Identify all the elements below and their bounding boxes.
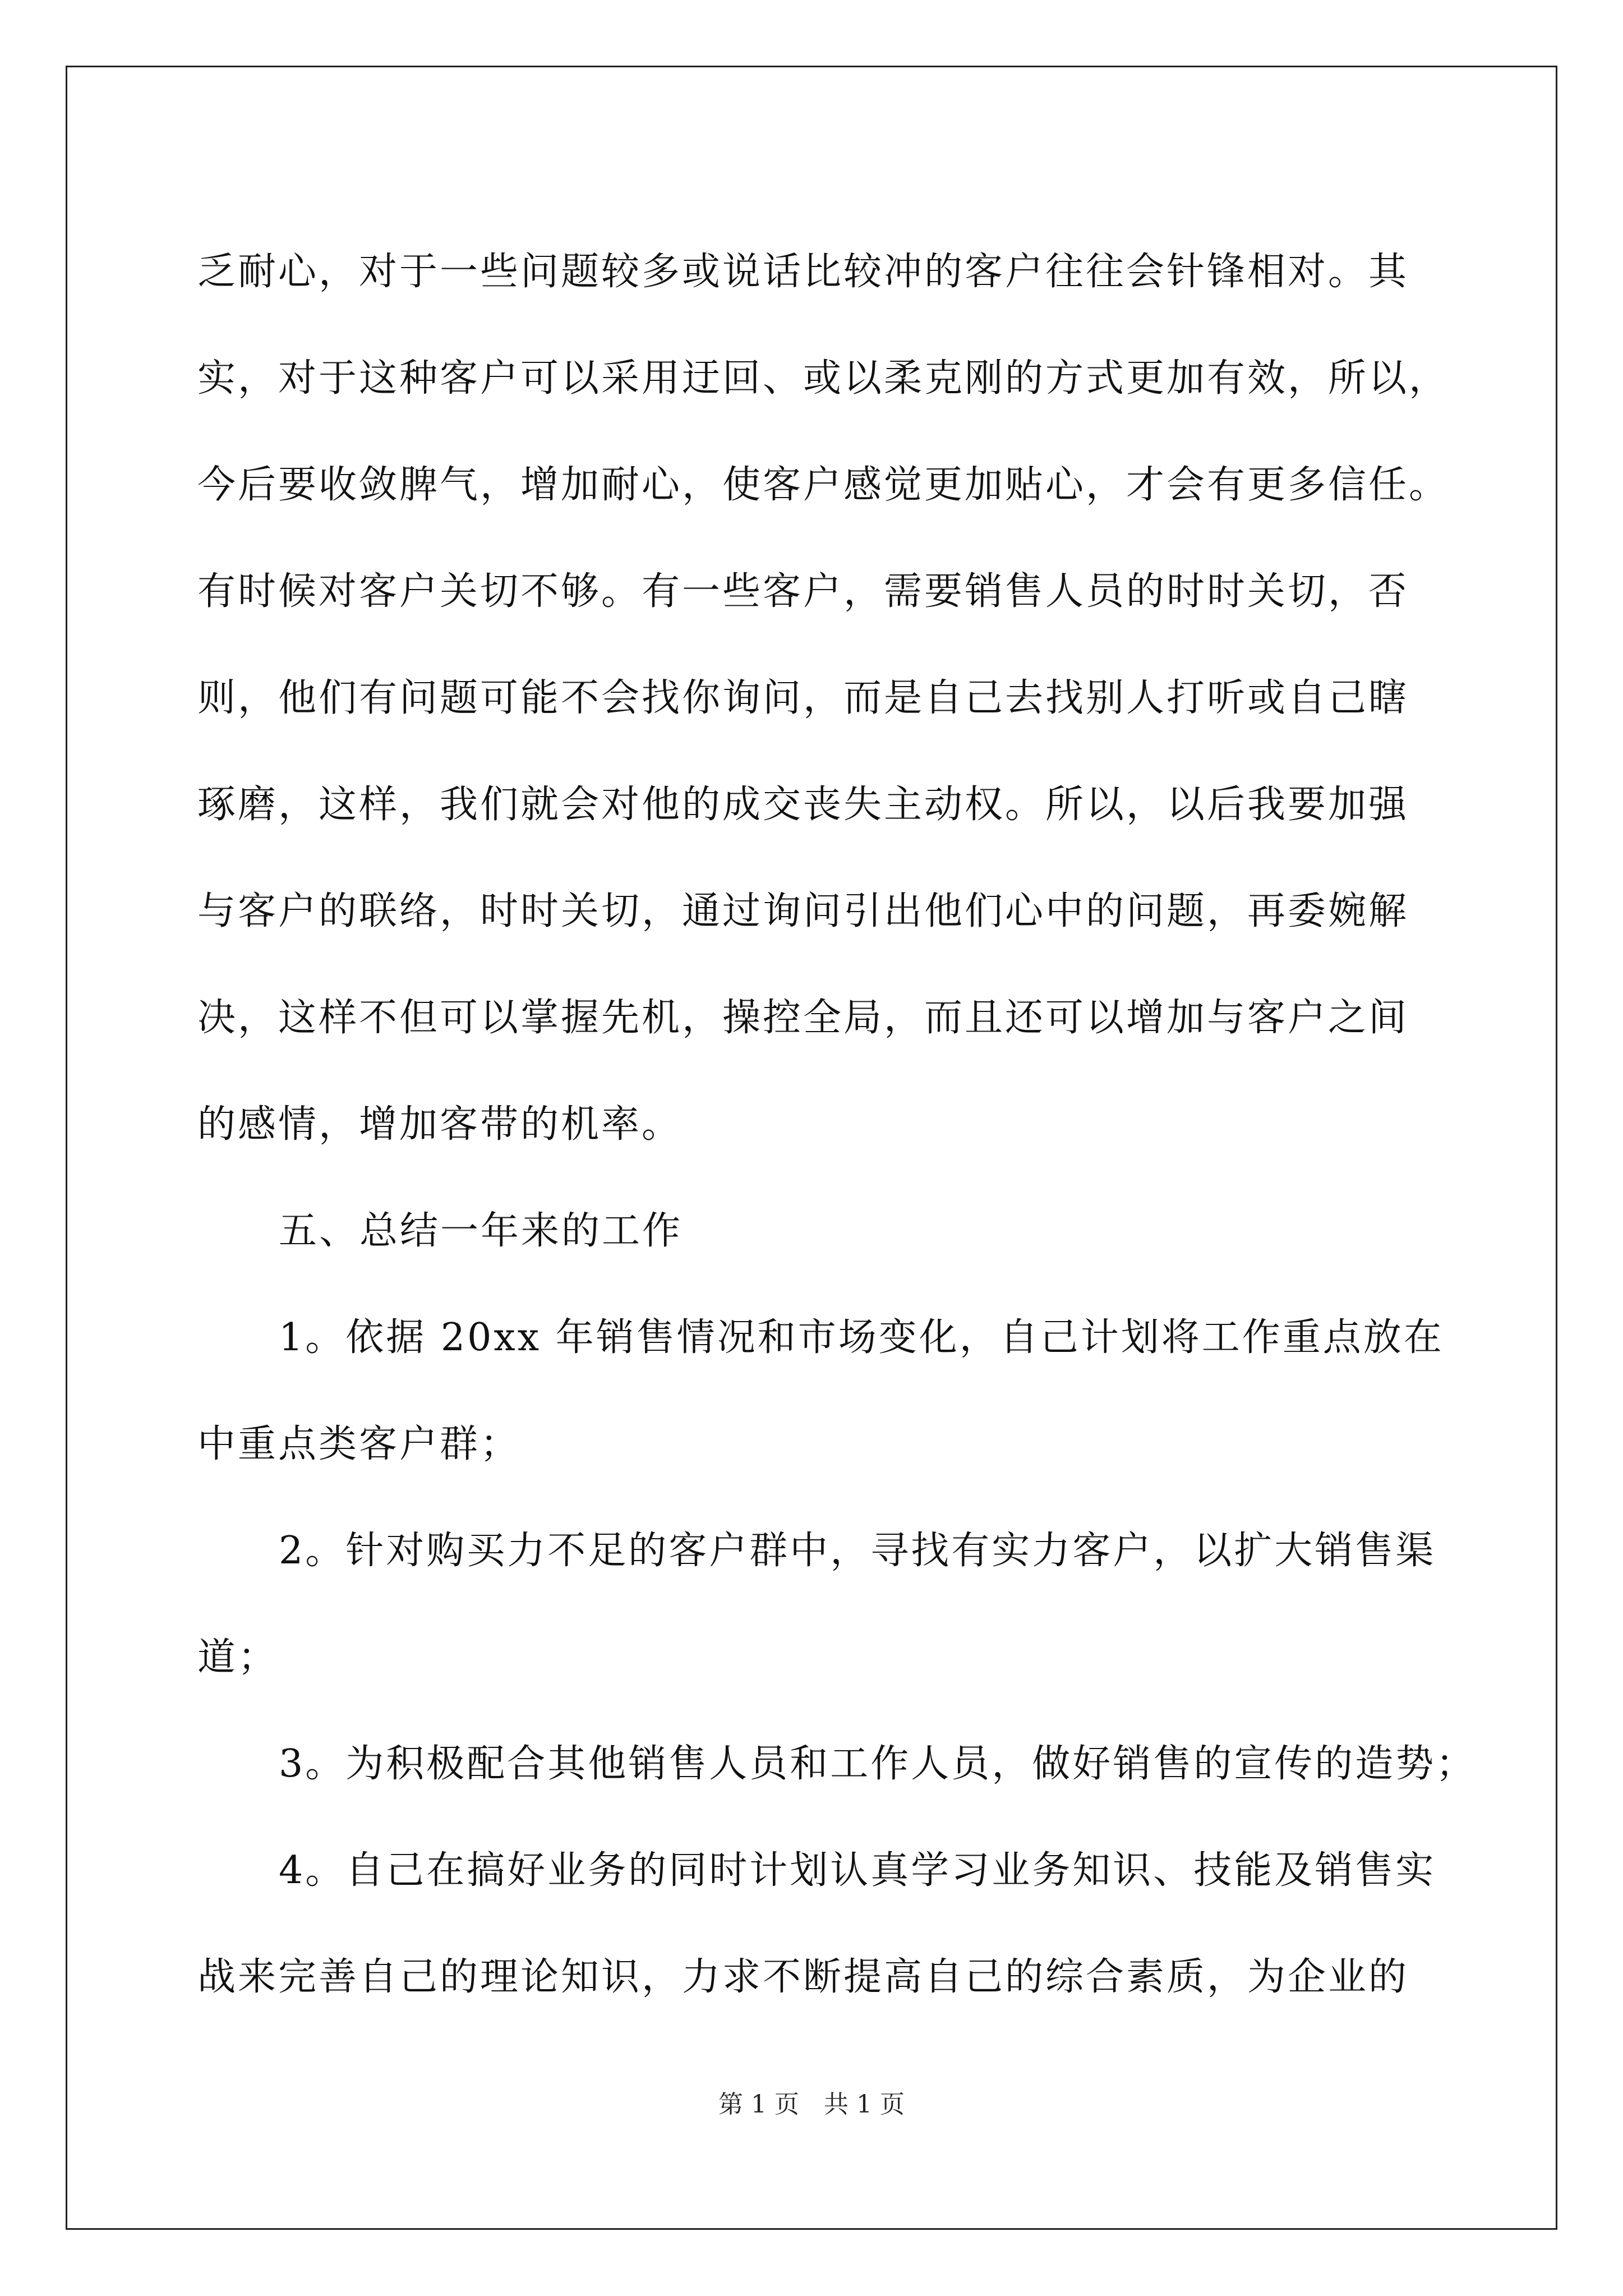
list-item-4: 4。自己在搞好业务的同时计划认真学习业务知识、技能及销售实: [279, 1848, 1436, 1893]
section-heading: 五、总结一年来的工作: [279, 1209, 683, 1253]
text-line: 的感情，增加客带的机率。: [197, 1102, 683, 1147]
text-line: 中重点类客户群；: [197, 1422, 521, 1466]
list-item-1: 1。依据 20xx 年销售情况和市场变化，自己计划将工作重点放在: [279, 1315, 1444, 1360]
text-line: 琢磨，这样，我们就会对他的成交丧失主动权。所以，以后我要加强: [197, 783, 1409, 827]
text-line: 今后要收敛脾气，增加耐心，使客户感觉更加贴心，才会有更多信任。: [197, 463, 1450, 507]
text-line: 道；: [197, 1635, 279, 1680]
text-line: 有时候对客户关切不够。有一些客户，需要销售人员的时时关切，否: [197, 569, 1409, 614]
text-line: 则，他们有问题可能不会找你询问，而是自己去找别人打听或自己瞎: [197, 676, 1409, 720]
text-line: 战来完善自己的理论知识，力求不断提高自己的综合素质，为企业的: [197, 1955, 1409, 1999]
list-item-3: 3。为积极配合其他销售人员和工作人员，做好销售的宣传的造势；: [279, 1742, 1477, 1786]
text-line: 决，这样不但可以掌握先机，操控全局，而且还可以增加与客户之间: [197, 996, 1409, 1040]
list-item-2: 2。针对购买力不足的客户群中，寻找有实力客户，以扩大销售渠: [279, 1529, 1436, 1573]
document-body: [197, 219, 1477, 2031]
page-footer: [0, 2084, 1623, 2120]
page-total: 共 1 页: [824, 2090, 905, 2119]
page-number: 第 1 页: [718, 2090, 799, 2119]
text-line: 乏耐心，对于一些问题较多或说话比较冲的客户往往会针锋相对。其: [197, 250, 1409, 294]
text-line: 实，对于这种客户可以采用迂回、或以柔克刚的方式更加有效，所以，: [197, 356, 1450, 401]
text-line: 与客户的联络，时时关切，通过询问引出他们心中的问题，再委婉解: [197, 889, 1409, 933]
